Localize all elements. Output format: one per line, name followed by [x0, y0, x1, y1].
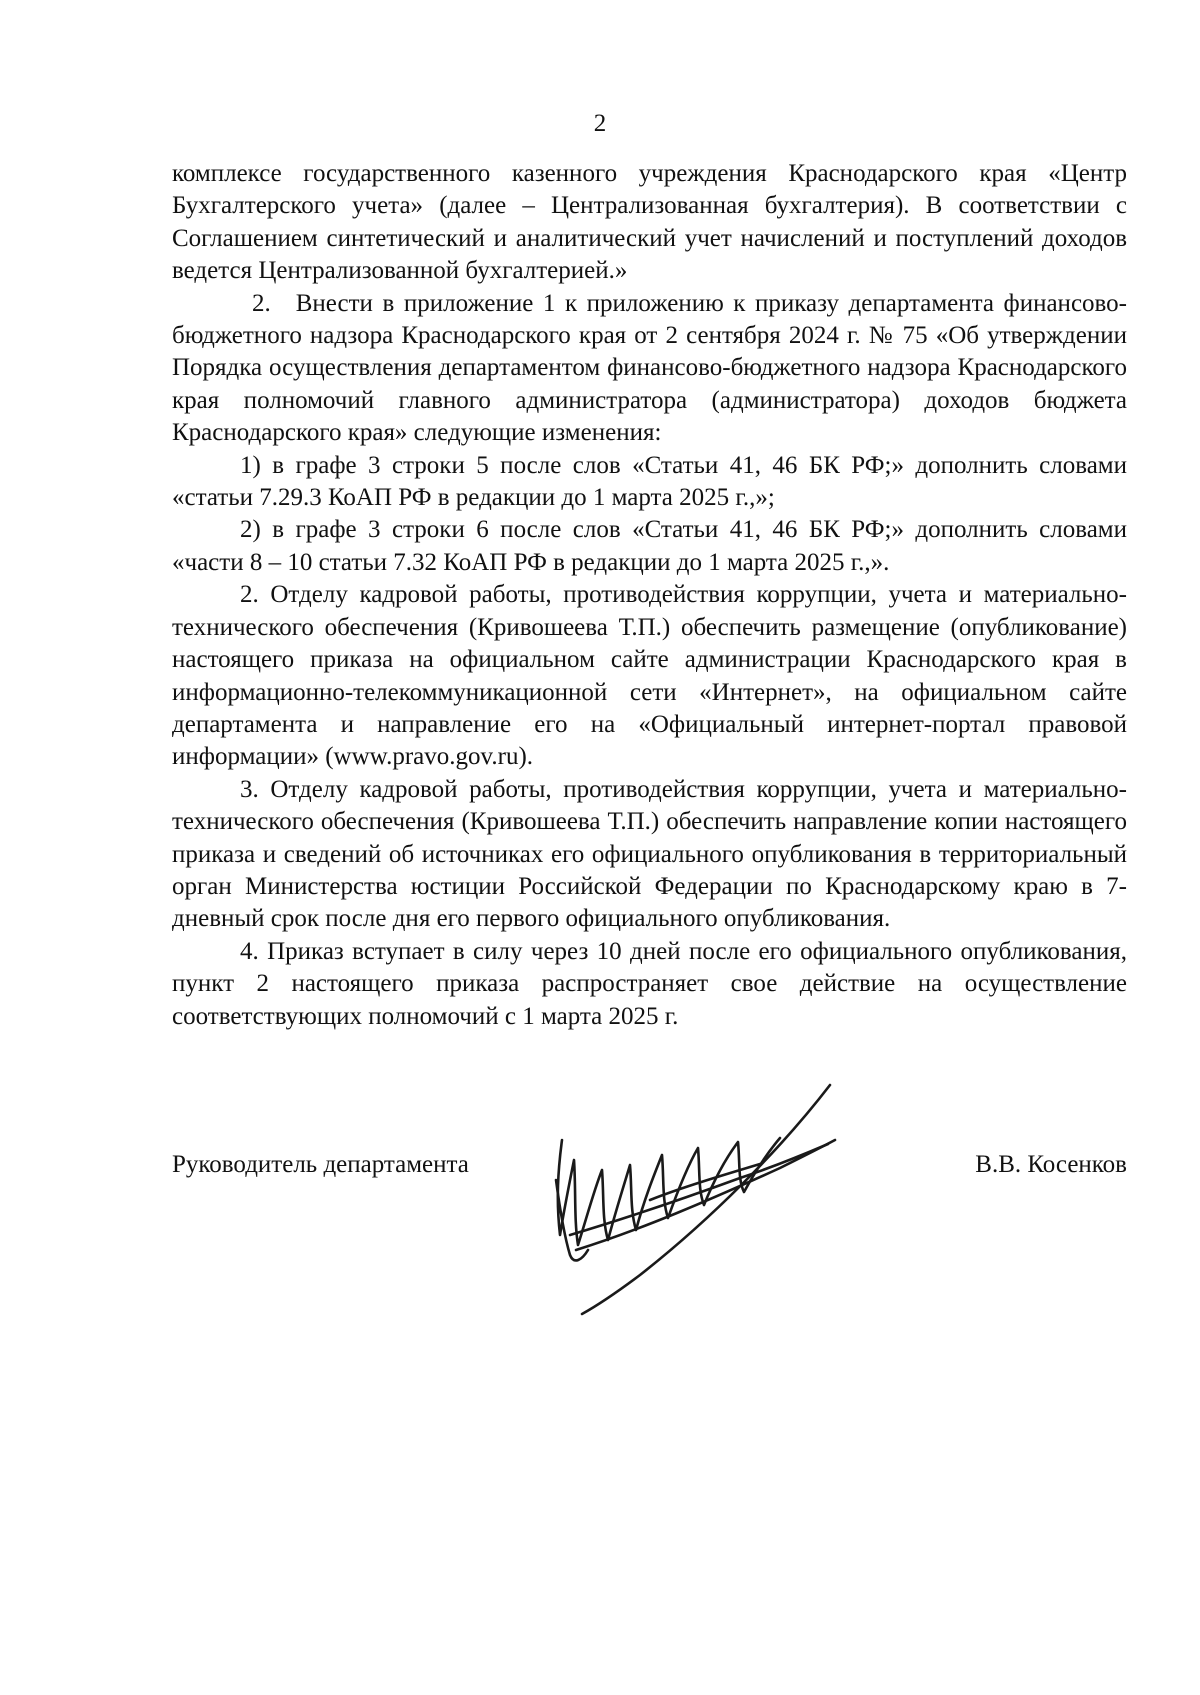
paragraph-item-4-effective-date: 4. Приказ вступает в силу через 10 дней после его официального опубликования, пункт 2 настоящего приказа распространяет свое действие на осуществление соответствующих полномочий с 1 марта 2025 г. [172, 937, 1127, 1030]
paragraph-item-3-justice: 3. Отделу кадровой работы, противодействия коррупции, учета и материально-технического обеспечения (Кривошеева Т.П.) обеспечить направление копии настоящего приказа и сведений об источниках его официального опубликования в территориальный орган Министерства юстиции Российской Федерации по Краснодарскому краю в 7-дневный срок после дня его первого официального опубликования. [172, 775, 1127, 933]
signatory-name: В.В. Косенков [975, 1151, 1127, 1178]
paragraph-subitem-2: 2) в графе 3 строки 6 после слов «Статьи 41, 46 БК РФ;» дополнить словами «части 8 – 10 статьи 7.32 КоАП РФ в редакции до 1 марта 2025 г.,». [172, 516, 1127, 576]
handwritten-signature-icon [530, 1060, 860, 1320]
paragraph-continuation: комплексе государственного казенного учреждения Краснодарского края «Центр Бухгалтерского учета» (далее – Централизованная бухгалтерия). В соответствии с Соглашением синтетический и аналитический учет начислений и поступлений доходов ведется Централизованной бухгалтерией.» [172, 160, 1127, 285]
paragraph-item-2-amendments: 2. Внести в приложение 1 к приложению к приказу департамента финансово-бюджетного надзора Краснодарского края от 2 сентября 2024 г. № 75 «Об утверждении Порядка осуществления департаментом финансово-бюджетного надзора Краснодарского края полномочий главного администратора (администратора) доходов бюджета Краснодарского края» следующие изменения: [172, 289, 1127, 447]
document-body [172, 158, 1127, 1033]
page-number: 2 [593, 110, 607, 137]
paragraph-item-2-publication: 2. Отделу кадровой работы, противодействия коррупции, учета и материально-технического обеспечения (Кривошеева Т.П.) обеспечить размещение (опубликование) настоящего приказа на официальном сайте администрации Краснодарского края в информационно-телекоммуникационной сети «Интернет», на официальном сайте департамента и направление его на «Официальный интернет-портал правовой информации» (www.pravo.gov.ru). [172, 581, 1127, 771]
signatory-position: Руководитель департамента [172, 1151, 469, 1178]
paragraph-subitem-1: 1) в графе 3 строки 5 после слов «Статьи 41, 46 БК РФ;» дополнить словами «статьи 7.29.3 КоАП РФ в редакции до 1 марта 2025 г.,»; [172, 451, 1127, 512]
